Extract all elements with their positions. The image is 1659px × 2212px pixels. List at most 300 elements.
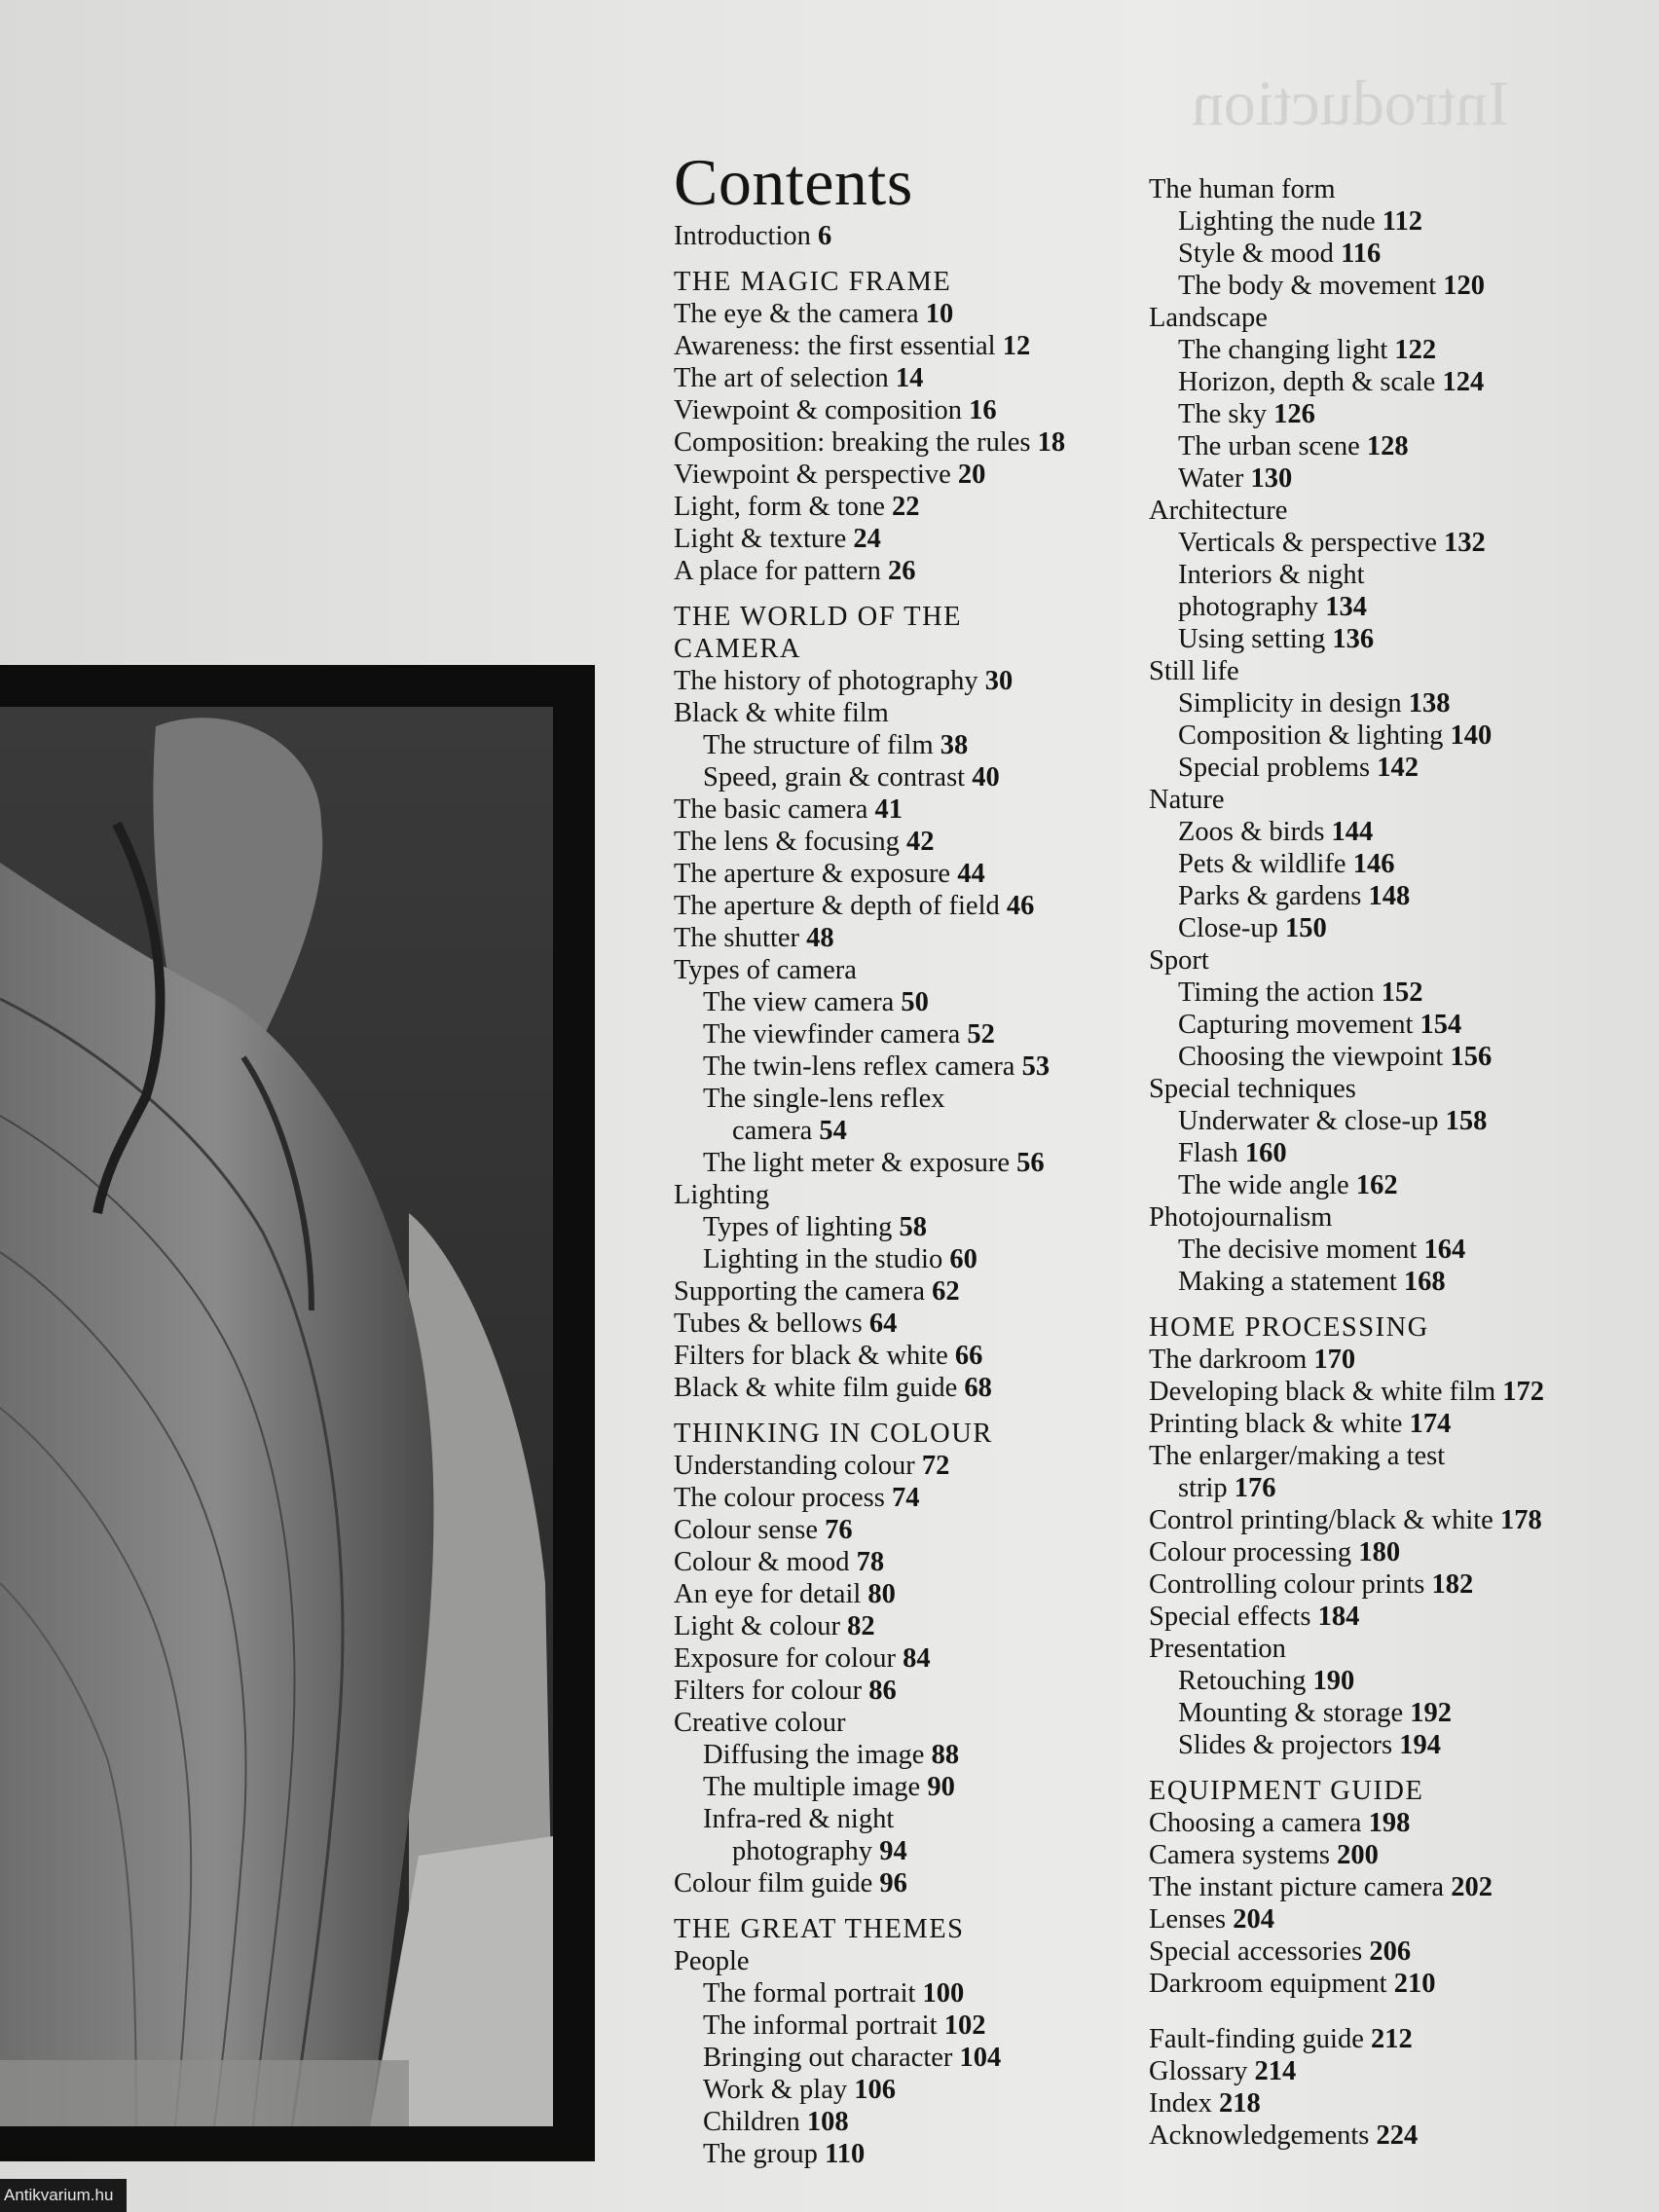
contents-entry	[1178, 559, 1597, 591]
entry-page-number: 168	[1403, 1267, 1446, 1297]
entry-page-number: 52	[967, 1019, 995, 1050]
entry-title: The multiple image	[703, 1772, 921, 1802]
entry-page-number: 40	[972, 762, 1000, 793]
entry-title: The informal portrait	[703, 2010, 938, 2041]
entry-page-number: 164	[1423, 1235, 1466, 1265]
contents-entry	[674, 1275, 1122, 1308]
entry-page-number: 94	[879, 1836, 907, 1866]
contents-entry	[674, 1642, 1122, 1675]
section-gap	[664, 587, 1122, 601]
entry-title: The viewfinder camera	[703, 1019, 961, 1050]
entry-page-number: 68	[964, 1373, 992, 1403]
entry-title: The decisive moment	[1178, 1235, 1418, 1265]
contents-entry	[1149, 944, 1597, 977]
spacer	[1139, 2000, 1597, 2023]
entry-page-number: 86	[868, 1676, 897, 1706]
entry-title: Parks & gardens	[1178, 881, 1362, 911]
entry-page-number: 96	[879, 1868, 907, 1899]
contents-entry	[732, 1115, 1122, 1147]
entry-title: Special effects	[1149, 1602, 1311, 1632]
contents-entry	[703, 761, 1122, 793]
contents-entry	[674, 1308, 1122, 1340]
entry-title: Retouching	[1178, 1666, 1307, 1696]
entry-page-number: 76	[825, 1515, 853, 1545]
contents-entry	[703, 986, 1122, 1018]
contents-entry	[674, 1867, 1122, 1899]
show-through-heading: Introduction	[1191, 68, 1509, 139]
entry-page-number: 160	[1244, 1138, 1287, 1168]
contents-entry	[1149, 1871, 1597, 1903]
contents-entry	[1149, 1344, 1597, 1376]
section-heading-text: THE GREAT THEMES	[674, 1914, 965, 1944]
section-heading	[674, 601, 1122, 633]
contents-entry	[674, 665, 1122, 697]
entry-title: Darkroom equipment	[1149, 1969, 1387, 1999]
section-heading	[1149, 1311, 1597, 1344]
contents-entry	[703, 1771, 1122, 1803]
entry-page-number: 90	[927, 1772, 955, 1802]
contents-entry	[1178, 623, 1597, 655]
contents-entry	[703, 1018, 1122, 1051]
entry-title: The basic camera	[674, 794, 868, 825]
contents-left-column	[664, 144, 1122, 2170]
contents-entry	[1178, 719, 1597, 752]
entry-title: The art of selection	[674, 363, 889, 393]
contents-entry	[1149, 2120, 1597, 2152]
entry-title: Choosing a camera	[1149, 1808, 1362, 1838]
entry-page-number: 210	[1393, 1969, 1436, 1999]
entry-page-number: 38	[940, 730, 969, 760]
section-heading	[674, 266, 1122, 298]
entry-page-number: 110	[825, 2139, 866, 2169]
contents-entry	[1178, 366, 1597, 398]
contents-entry	[674, 1610, 1122, 1642]
entry-page-number: 182	[1431, 1569, 1474, 1600]
contents-entry	[674, 954, 1122, 986]
contents-entry	[703, 1083, 1122, 1115]
entry-title: The changing light	[1178, 335, 1388, 365]
contents-entry	[674, 555, 1122, 587]
entry-page-number: 112	[1382, 206, 1422, 237]
section-heading	[1149, 1775, 1597, 1807]
contents-entry	[732, 1835, 1122, 1867]
entry-title: Acknowledgements	[1149, 2120, 1370, 2151]
entry-page-number: 22	[892, 492, 920, 522]
entry-title: Lenses	[1149, 1904, 1227, 1935]
section-gap	[1139, 1761, 1597, 1775]
entry-page-number: 42	[906, 827, 935, 857]
section-heading-text: THE WORLD OF THE	[674, 602, 963, 632]
entry-title: Still life	[1149, 656, 1239, 686]
entry-title: Developing black & white film	[1149, 1377, 1496, 1407]
entry-title: Fault-finding guide	[1149, 2024, 1364, 2054]
contents-entry	[703, 1243, 1122, 1275]
entry-title: The formal portrait	[703, 1978, 916, 2009]
contents-entry	[674, 826, 1122, 858]
contents-entry	[1149, 2023, 1597, 2055]
entry-title: Black & white film guide	[674, 1373, 958, 1403]
entry-title: Sport	[1149, 945, 1209, 976]
entry-title: Making a statement	[1178, 1267, 1397, 1297]
contents-entry	[674, 922, 1122, 954]
contents-entry	[703, 2009, 1122, 2042]
entry-title: Colour film guide	[674, 1868, 873, 1899]
contents-list-right	[1139, 173, 1597, 2152]
entry-title: The twin-lens reflex camera	[703, 1051, 1015, 1082]
entry-page-number: 44	[957, 859, 985, 889]
entry-page-number: 162	[1355, 1170, 1398, 1200]
entry-title: Viewpoint & perspective	[674, 460, 951, 490]
entry-title: Lighting in the studio	[703, 1244, 943, 1274]
entry-page-number: 134	[1325, 592, 1367, 622]
entry-page-number: 60	[949, 1244, 977, 1274]
contents-entry	[703, 2138, 1122, 2170]
entry-page-number: 56	[1016, 1148, 1045, 1178]
contents-entry	[1178, 462, 1597, 495]
entry-title: The human form	[1149, 174, 1336, 204]
entry-page-number: 136	[1332, 624, 1375, 654]
entry-page-number: 190	[1312, 1666, 1355, 1696]
contents-entry	[1149, 302, 1597, 334]
entry-title: Composition & lighting	[1178, 720, 1444, 751]
entry-title: Special accessories	[1149, 1936, 1363, 1967]
contents-entry	[1178, 270, 1597, 302]
contents-entry	[1178, 1697, 1597, 1729]
contents-entry	[674, 1340, 1122, 1372]
entry-page-number: 104	[959, 2043, 1002, 2073]
entry-page-number: 78	[856, 1547, 885, 1577]
watermark: Antikvarium.hu	[0, 2179, 127, 2212]
entry-title: The urban scene	[1178, 431, 1360, 461]
entry-page-number: 156	[1450, 1042, 1493, 1072]
entry-title: The enlarger/making a test	[1149, 1441, 1446, 1471]
entry-title: Index	[1149, 2088, 1212, 2119]
rock-photograph	[0, 707, 553, 2126]
entry-title: Diffusing the image	[703, 1740, 925, 1770]
entry-title: Horizon, depth & scale	[1178, 367, 1436, 397]
entry-page-number: 224	[1376, 2120, 1419, 2151]
entry-page-number: 150	[1285, 913, 1327, 943]
contents-entry	[1178, 1041, 1597, 1073]
contents-entry	[1178, 205, 1597, 238]
contents-entry	[1149, 1601, 1597, 1633]
entry-title: Underwater & close-up	[1178, 1106, 1439, 1136]
entry-page-number: 132	[1444, 528, 1486, 558]
entry-title: Tubes & bellows	[674, 1309, 863, 1339]
contents-entry	[674, 459, 1122, 491]
entry-title: The eye & the camera	[674, 299, 919, 329]
entry-page-number: 41	[874, 794, 903, 825]
entry-title: Pets & wildlife	[1178, 849, 1346, 879]
entry-page-number: 16	[969, 395, 997, 425]
contents-entry	[674, 523, 1122, 555]
entry-title: The lens & focusing	[674, 827, 900, 857]
entry-page-number: 62	[932, 1276, 960, 1307]
entry-title: Light & texture	[674, 524, 847, 554]
entry-title: Types of camera	[674, 955, 857, 985]
entry-title: Infra-red & night	[703, 1804, 895, 1834]
photo-frame	[0, 665, 595, 2161]
entry-page-number: 108	[806, 2107, 849, 2137]
entry-page-number: 130	[1250, 463, 1293, 494]
entry-title: Close-up	[1178, 913, 1278, 943]
entry-title: Understanding colour	[674, 1451, 915, 1481]
entry-page-number: 138	[1408, 688, 1451, 719]
contents-entry	[703, 2106, 1122, 2138]
entry-title: Printing black & white	[1149, 1409, 1403, 1439]
contents-entry	[1178, 1729, 1597, 1761]
entry-page-number: 100	[922, 1978, 965, 2009]
entry-title: camera	[732, 1116, 813, 1146]
entry-page-number: 128	[1366, 431, 1409, 461]
section-heading-text: EQUIPMENT GUIDE	[1149, 1776, 1424, 1806]
contents-entry	[703, 1803, 1122, 1835]
entry-title: Verticals & perspective	[1178, 528, 1437, 558]
entry-page-number: 84	[903, 1643, 931, 1674]
section-heading-text: CAMERA	[674, 634, 801, 664]
contents-entry	[674, 858, 1122, 890]
contents-entry	[674, 793, 1122, 826]
entry-title: The darkroom	[1149, 1345, 1308, 1375]
section-heading-text: THINKING IN COLOUR	[674, 1419, 993, 1449]
entry-page-number: 88	[931, 1740, 960, 1770]
entry-title: Slides & projectors	[1178, 1730, 1393, 1760]
entry-title: Supporting the camera	[674, 1276, 926, 1307]
entry-page-number: 82	[847, 1611, 875, 1641]
entry-title: Light, form & tone	[674, 492, 885, 522]
entry-title: The body & movement	[1178, 271, 1437, 301]
entry-title: The view camera	[703, 987, 895, 1017]
entry-title: The structure of film	[703, 730, 934, 760]
entry-title: The instant picture camera	[1149, 1872, 1445, 1902]
entry-page-number: 46	[1006, 891, 1035, 921]
contents-entry	[674, 1945, 1122, 1977]
contents-entry	[1149, 1201, 1597, 1234]
entry-page-number: 116	[1341, 239, 1382, 269]
contents-entry	[1149, 1568, 1597, 1601]
entry-page-number: 18	[1037, 427, 1066, 458]
entry-title: Speed, grain & contrast	[703, 762, 966, 793]
entry-page-number: 144	[1331, 817, 1374, 847]
contents-entry	[1178, 1665, 1597, 1697]
contents-entry	[674, 330, 1122, 362]
entry-title: Children	[703, 2107, 800, 2137]
contents-entry	[1149, 173, 1597, 205]
contents-entry	[1178, 912, 1597, 944]
entry-title: Awareness: the first essential	[674, 331, 996, 361]
entry-page-number: 152	[1381, 977, 1423, 1008]
contents-entry	[1178, 238, 1597, 270]
contents-entry	[1149, 2055, 1597, 2087]
entry-title: Water	[1178, 463, 1244, 494]
contents-entry	[674, 1514, 1122, 1546]
entry-title: The group	[703, 2139, 818, 2169]
entry-page-number: 176	[1234, 1473, 1276, 1503]
entry-page-number: 120	[1443, 271, 1486, 301]
contents-entry	[703, 2074, 1122, 2106]
contents-entry	[1149, 1807, 1597, 1839]
contents-entry	[1178, 880, 1597, 912]
contents-entry	[703, 1739, 1122, 1771]
entry-page-number: 214	[1254, 2056, 1297, 2086]
section-heading-text: THE MAGIC FRAME	[674, 267, 952, 297]
entry-page-number: 212	[1370, 2024, 1413, 2054]
contents-entry	[1178, 1137, 1597, 1169]
contents-entry	[1149, 784, 1597, 816]
contents-entry	[674, 1450, 1122, 1482]
contents-entry	[1178, 977, 1597, 1009]
section-heading-text: HOME PROCESSING	[1149, 1312, 1429, 1343]
contents-entry	[703, 1977, 1122, 2009]
entry-title: Black & white film	[674, 698, 889, 728]
entry-title: Simplicity in design	[1178, 688, 1402, 719]
entry-page-number: 204	[1233, 1904, 1275, 1935]
entry-title: Lighting	[674, 1180, 770, 1210]
entry-title: The wide angle	[1178, 1170, 1349, 1200]
contents-entry	[1149, 1633, 1597, 1665]
contents-entry	[1178, 687, 1597, 719]
entry-page-number: 12	[1002, 331, 1031, 361]
entry-title: Nature	[1149, 785, 1225, 815]
entry-page-number: 50	[901, 987, 929, 1017]
contents-entry	[1149, 495, 1597, 527]
entry-title: Creative colour	[674, 1708, 846, 1738]
contents-entry	[703, 1147, 1122, 1179]
contents-entry	[674, 362, 1122, 394]
entry-page-number: 24	[853, 524, 881, 554]
entry-page-number: 124	[1442, 367, 1485, 397]
entry-title: Glossary	[1149, 2056, 1248, 2086]
contents-entry	[1149, 1504, 1597, 1536]
entry-page-number: 6	[818, 221, 832, 251]
contents-entry	[1178, 1009, 1597, 1041]
entry-title: Flash	[1178, 1138, 1238, 1168]
entry-title: The aperture & depth of field	[674, 891, 1000, 921]
entry-page-number: 26	[887, 556, 916, 586]
section-gap	[664, 1899, 1122, 1913]
entry-page-number: 206	[1369, 1936, 1412, 1967]
entry-title: The history of photography	[674, 666, 978, 696]
entry-title: Timing the action	[1178, 977, 1375, 1008]
entry-page-number: 72	[921, 1451, 950, 1481]
page-title: Contents	[674, 145, 913, 219]
contents-list-left	[664, 220, 1122, 2170]
section-gap	[664, 252, 1122, 266]
contents-entry	[674, 1372, 1122, 1404]
entry-title: Work & play	[703, 2075, 848, 2105]
entry-title: Exposure for colour	[674, 1643, 896, 1674]
entry-title: People	[674, 1946, 750, 1976]
entry-page-number: 202	[1451, 1872, 1493, 1902]
entry-title: The colour process	[674, 1483, 885, 1513]
entry-page-number: 126	[1273, 399, 1315, 429]
entry-page-number: 154	[1419, 1010, 1462, 1040]
contents-entry	[1149, 1073, 1597, 1105]
section-heading	[674, 1418, 1122, 1450]
contents-entry	[1178, 591, 1597, 623]
entry-title: Controlling colour prints	[1149, 1569, 1425, 1600]
contents-entry	[674, 426, 1122, 459]
entry-title: The shutter	[674, 923, 800, 953]
contents-entry	[674, 394, 1122, 426]
entry-page-number: 142	[1377, 753, 1419, 783]
entry-title: A place for pattern	[674, 556, 881, 586]
contents-right-column	[1139, 173, 1597, 2152]
entry-page-number: 184	[1317, 1602, 1360, 1632]
contents-entry	[703, 729, 1122, 761]
contents-entry	[1178, 816, 1597, 848]
entry-title: The single-lens reflex	[703, 1084, 945, 1114]
entry-title: Bringing out character	[703, 2043, 953, 2073]
entry-title: Filters for colour	[674, 1676, 863, 1706]
entry-title: The aperture & exposure	[674, 859, 951, 889]
entry-page-number: 64	[868, 1309, 898, 1339]
entry-page-number: 74	[891, 1483, 920, 1513]
contents-entry	[703, 1051, 1122, 1083]
entry-title: Camera systems	[1149, 1840, 1331, 1870]
contents-entry	[1178, 1266, 1597, 1298]
entry-page-number: 53	[1021, 1051, 1051, 1082]
entry-page-number: 58	[899, 1212, 927, 1242]
contents-entry	[1178, 430, 1597, 462]
entry-title: Filters for black & white	[674, 1341, 948, 1371]
entry-page-number: 80	[867, 1579, 896, 1609]
entry-title: Capturing movement	[1178, 1010, 1414, 1040]
entry-page-number: 170	[1313, 1345, 1356, 1375]
contents-entry	[674, 1546, 1122, 1578]
contents-entry	[674, 1482, 1122, 1514]
entry-page-number: 200	[1337, 1840, 1379, 1870]
contents-entry	[1149, 1839, 1597, 1871]
entry-title: Presentation	[1149, 1634, 1286, 1664]
entry-title: Using setting	[1178, 624, 1326, 654]
entry-title: Light & colour	[674, 1611, 840, 1641]
entry-title: The sky	[1178, 399, 1268, 429]
entry-title: Colour & mood	[674, 1547, 850, 1577]
contents-entry	[703, 1211, 1122, 1243]
contents-entry	[1178, 752, 1597, 784]
contents-entry	[1149, 1968, 1597, 2000]
contents-entry	[1178, 848, 1597, 880]
entry-page-number: 106	[854, 2075, 896, 2105]
contents-entry	[1149, 1936, 1597, 1968]
entry-page-number: 146	[1352, 849, 1395, 879]
entry-page-number: 14	[895, 363, 924, 393]
contents-entry	[1178, 527, 1597, 559]
entry-page-number: 218	[1219, 2088, 1261, 2119]
contents-entry	[1178, 1472, 1597, 1504]
entry-page-number: 54	[819, 1116, 847, 1146]
contents-entry	[674, 1707, 1122, 1739]
contents-entry	[703, 2042, 1122, 2074]
entry-title: photography	[1178, 592, 1319, 622]
contents-entry	[674, 220, 1122, 252]
entry-title: An eye for detail	[674, 1579, 862, 1609]
entry-title: Composition: breaking the rules	[674, 427, 1031, 458]
contents-entry	[674, 491, 1122, 523]
contents-entry	[674, 1675, 1122, 1707]
entry-page-number: 178	[1499, 1505, 1542, 1535]
entry-page-number: 140	[1450, 720, 1493, 751]
entry-title: Architecture	[1149, 496, 1288, 526]
entry-page-number: 20	[957, 460, 986, 490]
entry-title: The light meter & exposure	[703, 1148, 1010, 1178]
contents-entry	[1149, 1376, 1597, 1408]
contents-entry	[1149, 1903, 1597, 1936]
entry-title: photography	[732, 1836, 873, 1866]
entry-title: Special problems	[1178, 753, 1371, 783]
entry-page-number: 172	[1502, 1377, 1545, 1407]
